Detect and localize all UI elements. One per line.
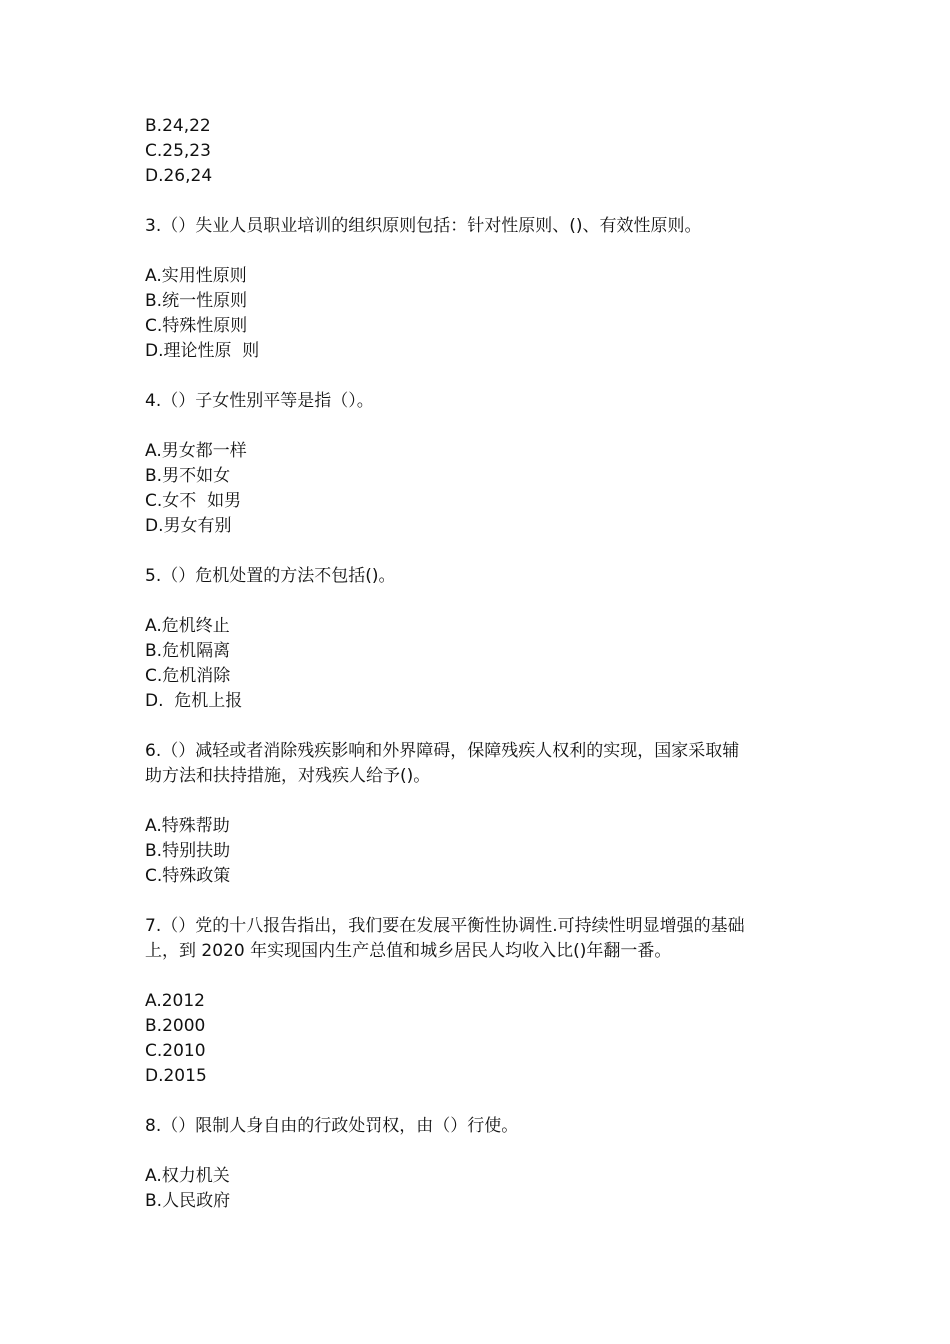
spacer [145,589,815,614]
spacer [145,1139,815,1164]
option-d: D.理论性原 则 [145,341,260,361]
option-a: A.2012 [145,991,205,1011]
option-b: B.特别扶助 [145,841,231,861]
question-7 [145,914,815,1089]
previous-question-options [145,114,815,189]
option-a: A.特殊帮助 [145,816,230,836]
question-5 [145,564,815,714]
option-d: D.26,24 [145,166,213,186]
option-b: B.2000 [145,1016,206,1036]
question-stem: 8.（）限制人身自由的行政处罚权，由（）行使。 [145,1116,519,1136]
option-d: D.2015 [145,1066,207,1086]
question-stem-line-2: 助方法和扶持措施，对残疾人给予()。 [145,766,431,786]
option-a: A.权力机关 [145,1166,230,1186]
option-c: C.女不 如男 [145,491,242,511]
option-a: A.实用性原则 [145,266,247,286]
question-stem: 5.（）危机处置的方法不包括()。 [145,566,396,586]
question-stem: 3.（）失业人员职业培训的组织原则包括：针对性原则、()、有效性原则。 [145,216,702,236]
spacer [145,1089,815,1114]
spacer [145,789,815,814]
option-d: D.男女有别 [145,516,232,536]
spacer [145,189,815,214]
question-stem-line-2: 上，到 2020 年实现国内生产总值和城乡居民人均收入比()年翻一番。 [145,941,672,961]
spacer [145,539,815,564]
question-8 [145,1114,815,1214]
spacer [145,239,815,264]
option-b: B.男不如女 [145,466,231,486]
spacer [145,889,815,914]
option-c: C.25,23 [145,141,211,161]
question-list [145,114,815,1214]
spacer [145,964,815,989]
question-stem-line-1: 6.（）减轻或者消除残疾影响和外界障碍，保障残疾人权利的实现，国家采取辅 [145,741,740,761]
question-stem: 4.（）子女性别平等是指（）。 [145,391,374,411]
option-a: A.男女都一样 [145,441,247,461]
option-c: C.危机消除 [145,666,231,686]
question-stem-line-1: 7.（）党的十八报告指出，我们要在发展平衡性协调性.可持续性明显增强的基础 [145,916,745,936]
option-d: D. 危机上报 [145,691,243,711]
option-b: B.人民政府 [145,1191,231,1211]
option-c: C.2010 [145,1041,206,1061]
spacer [145,414,815,439]
option-c: C.特殊性原则 [145,316,248,336]
spacer [145,364,815,389]
question-4 [145,389,815,539]
question-3 [145,214,815,364]
option-a: A.危机终止 [145,616,230,636]
question-6 [145,739,815,889]
option-b: B.统一性原则 [145,291,248,311]
option-c: C.特殊政策 [145,866,231,886]
option-b: B.24,22 [145,116,211,136]
option-b: B.危机隔离 [145,641,231,661]
spacer [145,714,815,739]
